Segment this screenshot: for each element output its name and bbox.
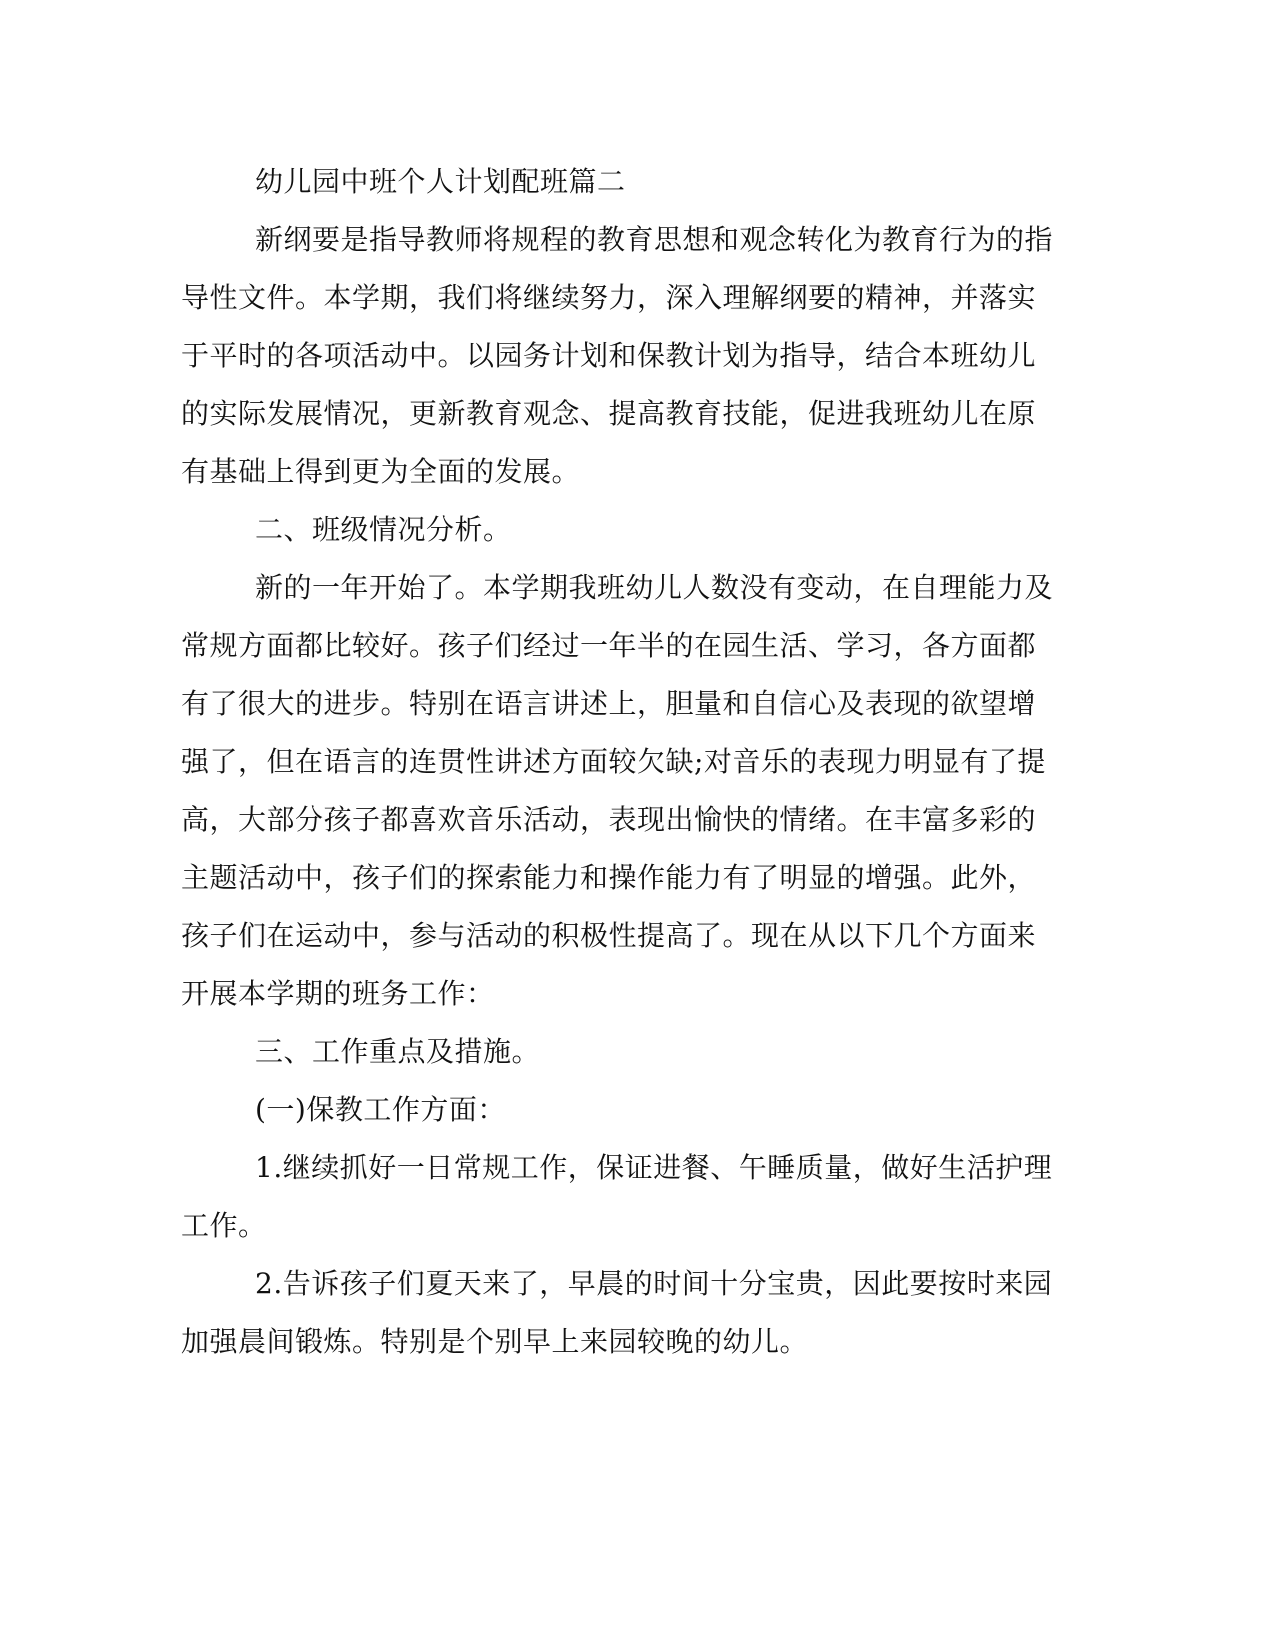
subsection-heading: (一)保教工作方面：	[255, 1093, 506, 1126]
paragraph-line: 孩子们在运动中，参与活动的积极性提高了。现在从以下几个方面来	[181, 919, 1037, 952]
paragraph-line: 的实际发展情况，更新教育观念、提高教育技能，促进我班幼儿在原	[181, 397, 1037, 430]
paragraph-line: 开展本学期的班务工作：	[181, 977, 495, 1010]
list-item-line: 1.继续抓好一日常规工作，保证进餐、午睡质量，做好生活护理	[255, 1151, 1053, 1184]
list-item-line: 2.告诉孩子们夏天来了，早晨的时间十分宝贵，因此要按时来园	[255, 1267, 1053, 1300]
paragraph-line: 高，大部分孩子都喜欢音乐活动，表现出愉快的情绪。在丰富多彩的	[181, 803, 1037, 836]
paragraph-line: 于平时的各项活动中。以园务计划和保教计划为指导，结合本班幼儿	[181, 339, 1037, 372]
paragraph-line: 有基础上得到更为全面的发展。	[181, 455, 581, 488]
document-title: 幼儿园中班个人计划配班篇二	[255, 165, 626, 198]
paragraph-line: 强了，但在语言的连贯性讲述方面较欠缺;对音乐的表现力明显有了提	[181, 745, 1046, 778]
paragraph-line: 导性文件。本学期，我们将继续努力，深入理解纲要的精神，并落实	[181, 281, 1037, 314]
list-item-line: 加强晨间锻炼。特别是个别早上来园较晚的幼儿。	[181, 1325, 809, 1358]
paragraph-line: 常规方面都比较好。孩子们经过一年半的在园生活、学习，各方面都	[181, 629, 1037, 662]
paragraph-line: 有了很大的进步。特别在语言讲述上，胆量和自信心及表现的欲望增	[181, 687, 1037, 720]
section-heading: 三、工作重点及措施。	[255, 1035, 541, 1068]
section-heading: 二、班级情况分析。	[255, 513, 512, 546]
list-item-line: 工作。	[181, 1209, 267, 1242]
paragraph-line: 主题活动中，孩子们的探索能力和操作能力有了明显的增强。此外，	[181, 861, 1037, 894]
paragraph-line: 新纲要是指导教师将规程的教育思想和观念转化为教育行为的指	[255, 223, 1054, 256]
paragraph-line: 新的一年开始了。本学期我班幼儿人数没有变动，在自理能力及	[255, 571, 1054, 604]
